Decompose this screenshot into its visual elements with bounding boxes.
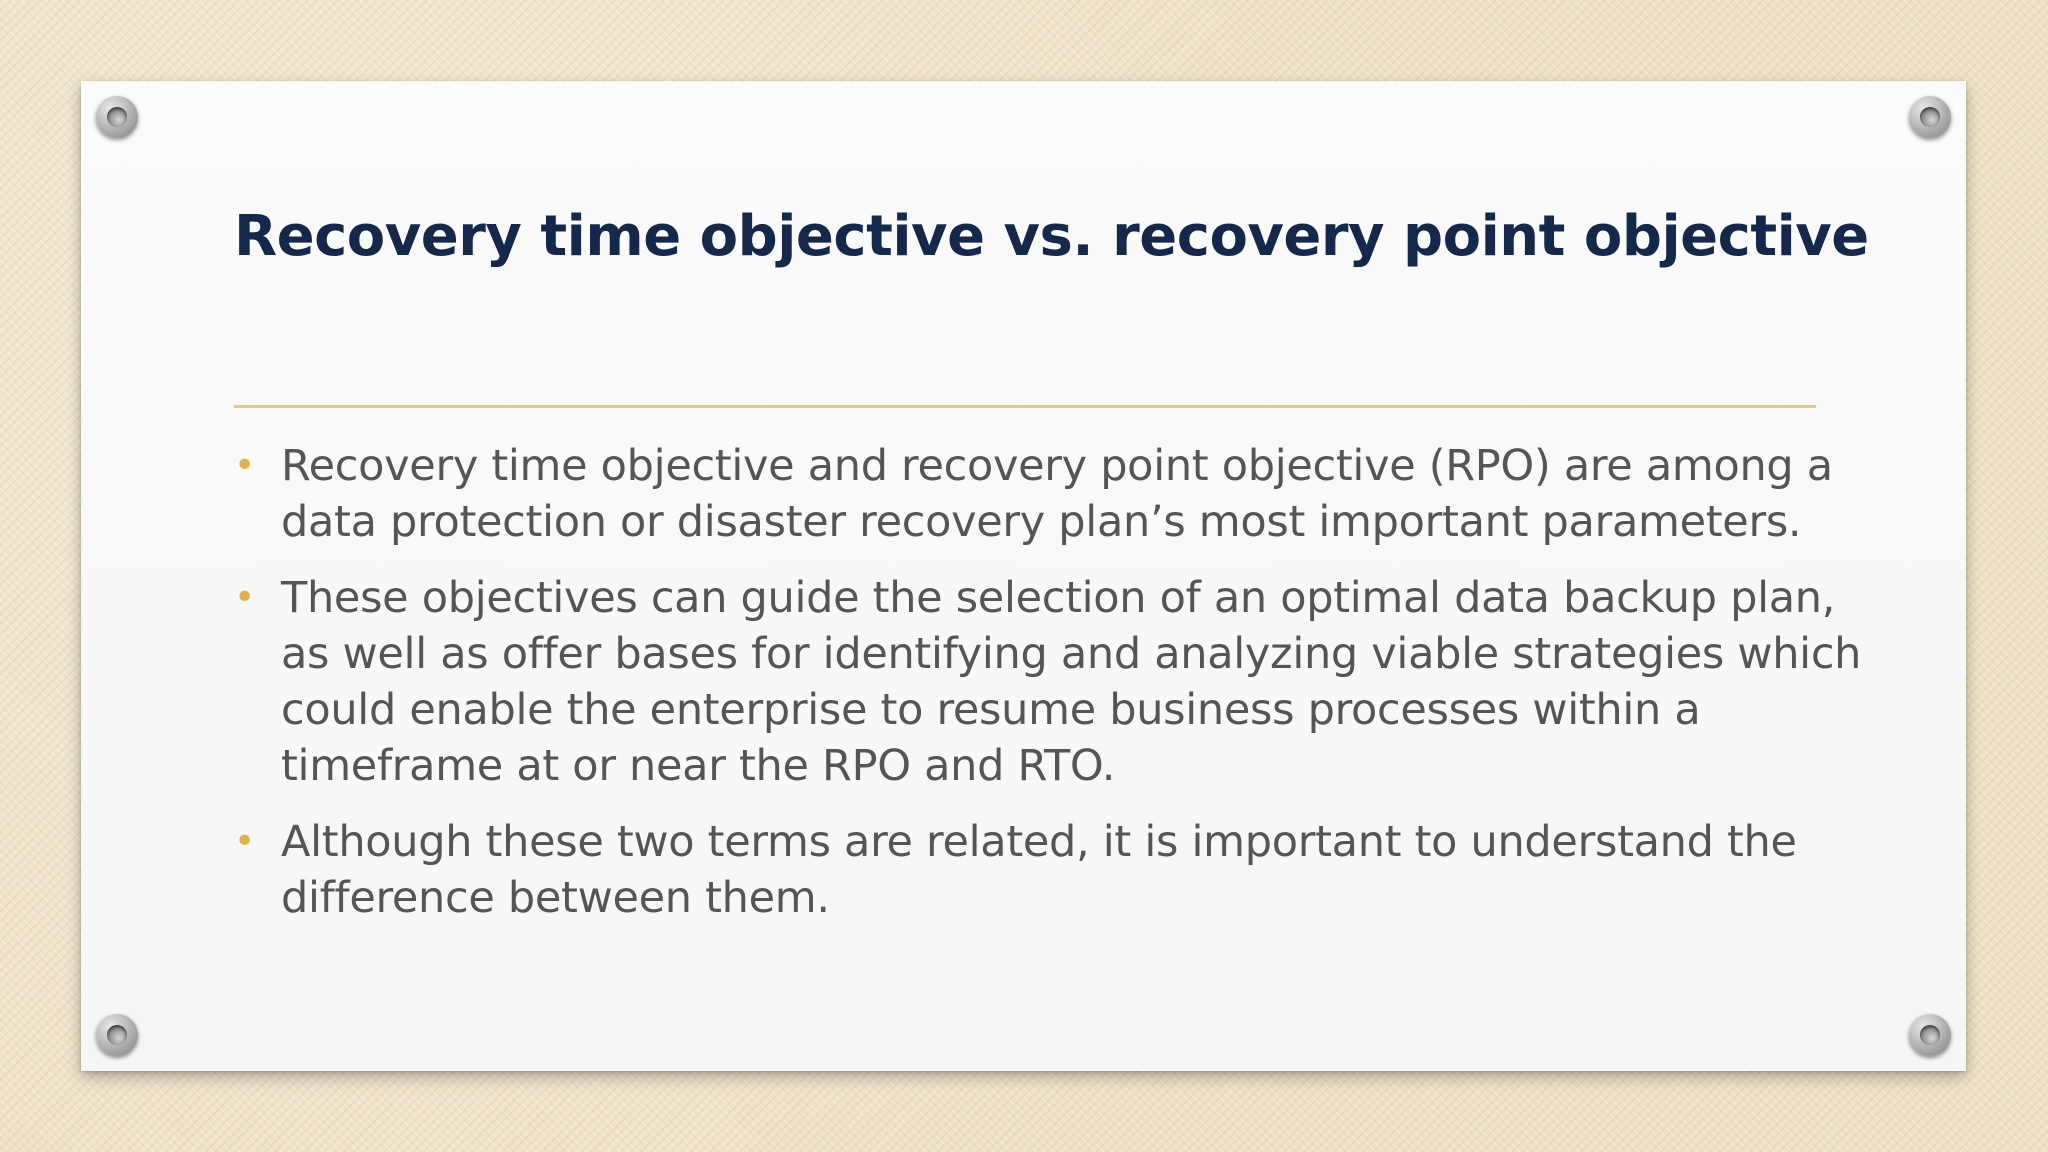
bullet-icon: • bbox=[234, 445, 255, 486]
bullet-icon: • bbox=[234, 821, 255, 862]
title-divider bbox=[234, 405, 1816, 408]
bullet-item bbox=[234, 814, 1874, 926]
grommet-icon-top-left bbox=[96, 96, 138, 138]
slide-title: Recovery time objective vs. recovery point objective bbox=[234, 204, 1869, 269]
grommet-icon-bottom-left bbox=[96, 1014, 138, 1056]
grommet-icon-top-right bbox=[1909, 96, 1951, 138]
bullet-item bbox=[234, 570, 1874, 794]
bullet-text: Recovery time objective and recovery point objective (RPO) are among a data protection or disaster recovery plan’s most important parameters. bbox=[281, 441, 1833, 547]
grommet-icon-bottom-right bbox=[1909, 1014, 1951, 1056]
bullet-icon: • bbox=[234, 577, 255, 618]
bullet-list bbox=[234, 438, 1874, 946]
bullet-text: Although these two terms are related, it is important to understand the difference between them. bbox=[281, 817, 1797, 923]
slide-card bbox=[81, 81, 1966, 1071]
bullet-text: These objectives can guide the selection of an optimal data backup plan, as well as offer bases for identifying and analyzing viable strategies which could enable the enterprise to resume business processes within a timeframe at or near the RPO and RTO. bbox=[281, 573, 1862, 791]
bullet-item bbox=[234, 438, 1874, 550]
